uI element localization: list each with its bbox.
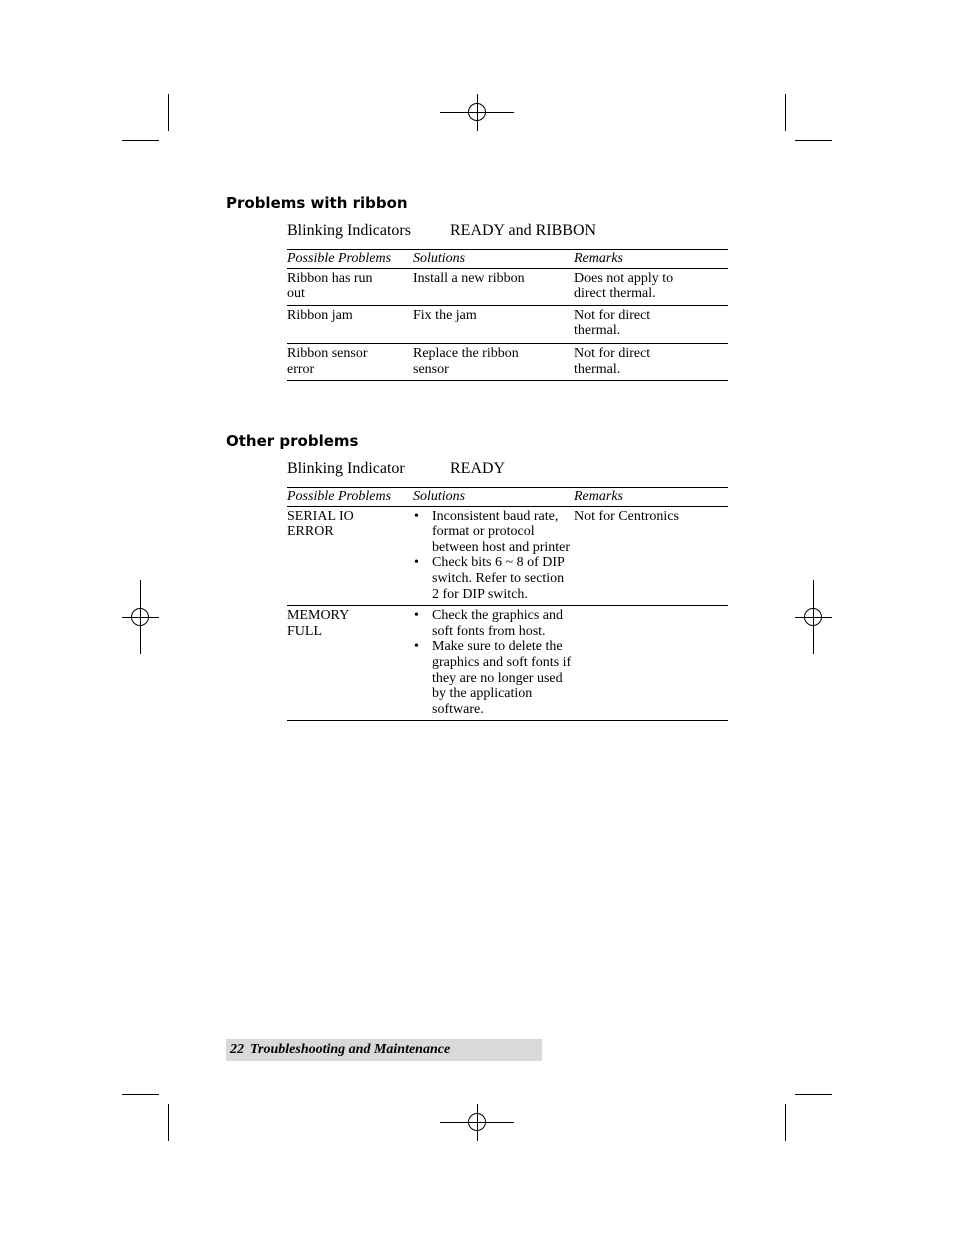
problem-cell: Ribbon jam bbox=[287, 305, 413, 343]
list-item: • Check bits 6 ~ 8 of DIP switch. Refer to section 2 for DIP switch. bbox=[413, 555, 574, 602]
blinking-indicator-ribbon bbox=[287, 222, 597, 240]
solution-cell: Fix the jam bbox=[413, 305, 574, 343]
other-problems-table bbox=[287, 487, 728, 721]
header-remarks: Remarks bbox=[574, 488, 728, 507]
header-solutions: Solutions bbox=[413, 250, 574, 269]
solution-cell: Replace the ribbon sensor bbox=[413, 343, 574, 380]
table-header-row bbox=[287, 250, 728, 269]
list-item: • Inconsistent baud rate, format or protocol between host and printer bbox=[413, 509, 574, 556]
crop-mark bbox=[795, 1094, 832, 1095]
table-row bbox=[287, 305, 728, 343]
indicator-label: Blinking Indicators bbox=[287, 222, 411, 239]
crop-mark bbox=[122, 1094, 159, 1095]
chapter-title: Troubleshooting and Maintenance bbox=[250, 1042, 451, 1057]
solution-list bbox=[413, 608, 574, 717]
table-row bbox=[287, 268, 728, 305]
table-row bbox=[287, 606, 728, 721]
solution-cell: Install a new ribbon bbox=[413, 268, 574, 305]
header-remarks: Remarks bbox=[574, 250, 728, 269]
header-possible-problems: Possible Problems bbox=[287, 488, 413, 507]
table-row bbox=[287, 506, 728, 606]
remark-cell bbox=[574, 606, 728, 721]
page-number: 22 bbox=[230, 1042, 244, 1057]
list-item: • Make sure to delete the graphics and soft fonts if they are no longer used by the application software. bbox=[413, 639, 574, 717]
crop-mark bbox=[785, 94, 786, 131]
solution-list bbox=[413, 509, 574, 603]
crop-mark bbox=[168, 1104, 169, 1141]
problem-cell: MEMORY FULL bbox=[287, 606, 413, 721]
remark-cell: Not for direct thermal. bbox=[574, 343, 728, 380]
list-item: • Check the graphics and soft fonts from host. bbox=[413, 608, 574, 639]
indicator-label: Blinking Indicator bbox=[287, 460, 405, 477]
header-possible-problems: Possible Problems bbox=[287, 250, 413, 269]
indicator-value: READY bbox=[450, 460, 506, 477]
problem-cell: Ribbon sensor error bbox=[287, 343, 413, 380]
table-row bbox=[287, 343, 728, 380]
crop-mark bbox=[795, 140, 832, 141]
solution-cell bbox=[413, 506, 574, 606]
indicator-value: READY and RIBBON bbox=[450, 222, 597, 239]
section-heading-other: Other problems bbox=[226, 432, 359, 450]
remark-cell: Not for Centronics bbox=[574, 506, 728, 606]
crop-mark bbox=[785, 1104, 786, 1141]
problem-cell: SERIAL IO ERROR bbox=[287, 506, 413, 606]
ribbon-problems-table bbox=[287, 249, 728, 381]
remark-cell: Does not apply to direct thermal. bbox=[574, 268, 728, 305]
blinking-indicator-other bbox=[287, 460, 506, 478]
solution-cell bbox=[413, 606, 574, 721]
crop-mark bbox=[122, 140, 159, 141]
table-header-row bbox=[287, 488, 728, 507]
problem-cell: Ribbon has run out bbox=[287, 268, 413, 305]
remark-cell: Not for direct thermal. bbox=[574, 305, 728, 343]
section-heading-ribbon: Problems with ribbon bbox=[226, 194, 408, 212]
crop-mark bbox=[168, 94, 169, 131]
page-footer bbox=[226, 1039, 542, 1061]
header-solutions: Solutions bbox=[413, 488, 574, 507]
